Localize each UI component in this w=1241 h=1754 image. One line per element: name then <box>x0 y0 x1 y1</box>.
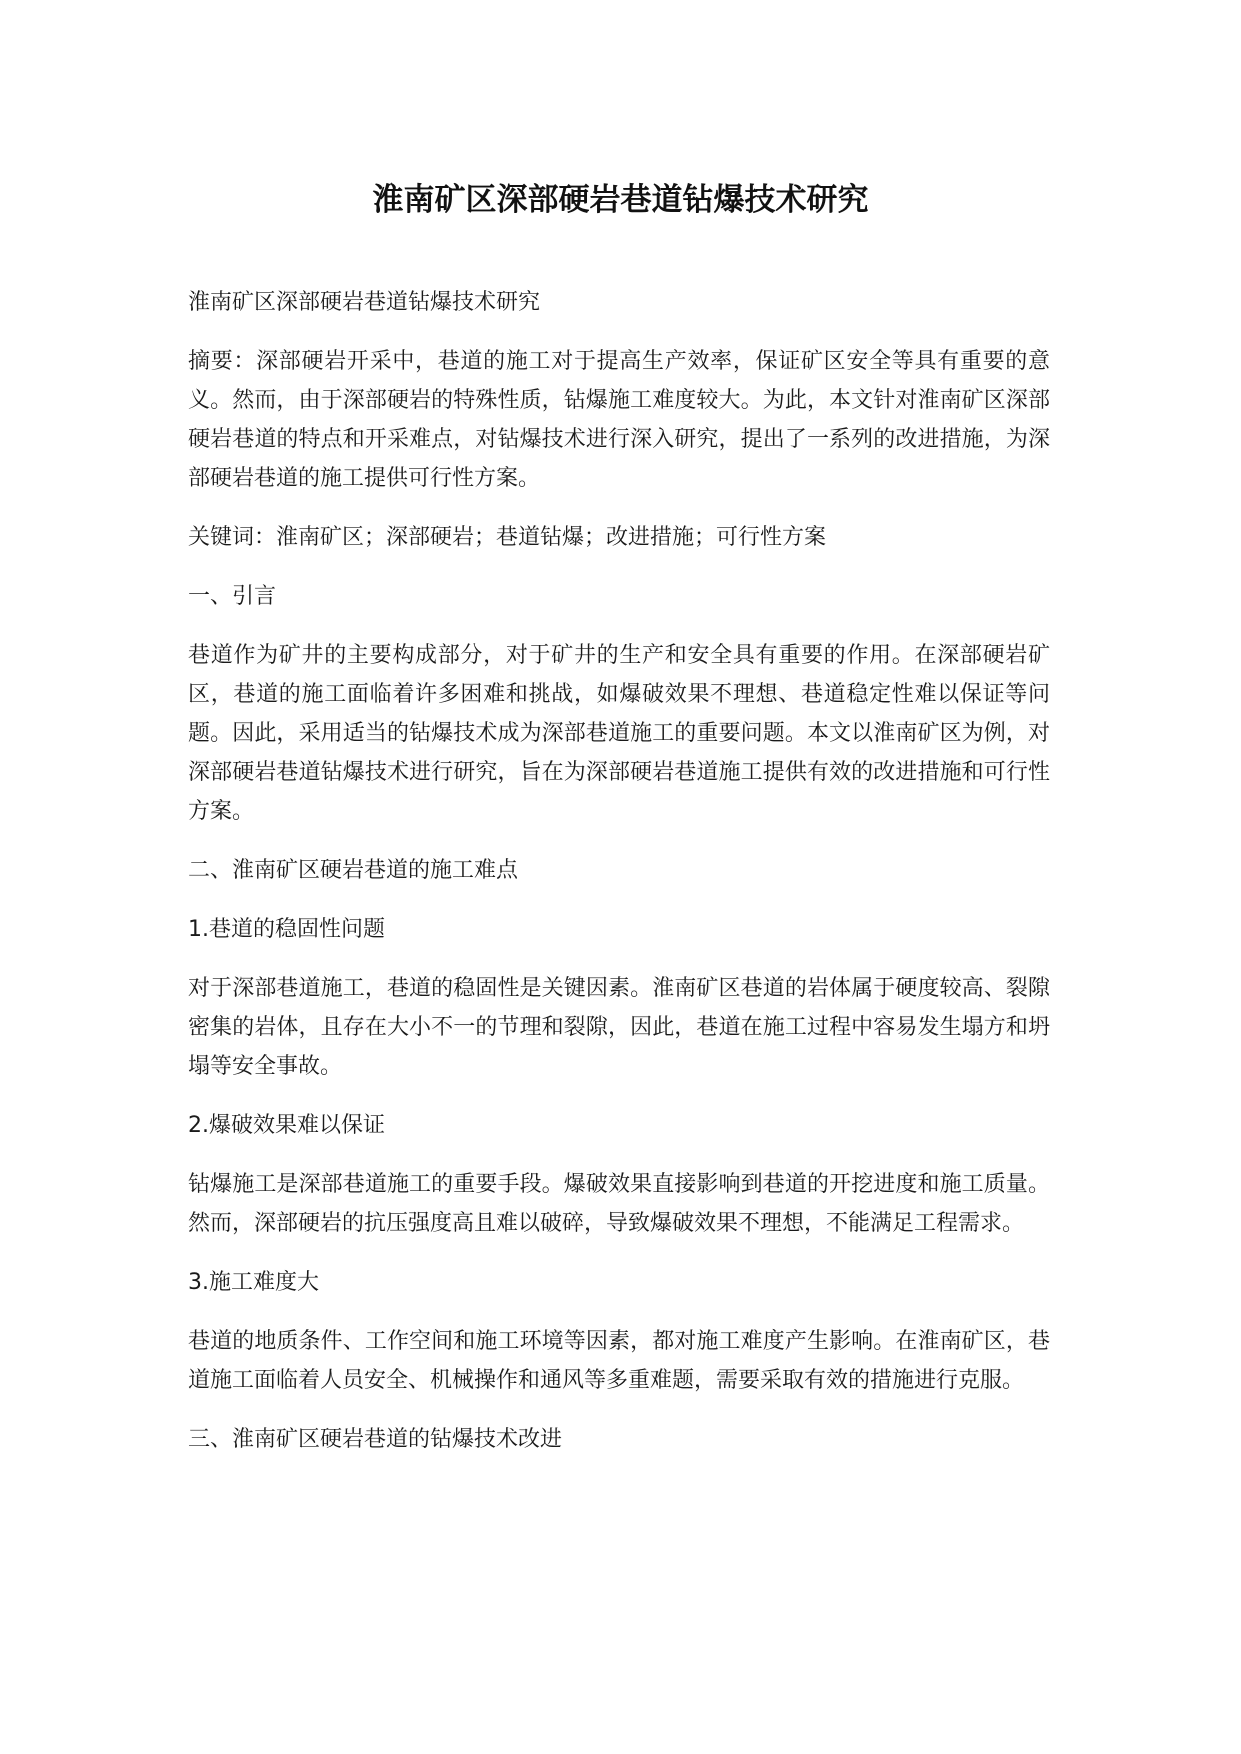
section-heading-improvements: 三、淮南矿区硬岩巷道的钻爆技术改进 <box>188 1427 563 1452</box>
construction-difficulty-paragraph: 巷道的地质条件、工作空间和施工环境等因素，都对施工难度产生影响。在淮南矿区，巷道施工面临着人员安全、机械操作和通风等多重难题，需要采取有效的措施进行克服。 <box>188 1329 1050 1393</box>
section-heading-introduction: 一、引言 <box>188 584 277 609</box>
introduction-paragraph: 巷道作为矿井的主要构成部分，对于矿井的生产和安全具有重要的作用。在深部硬岩矿区，巷道的施工面临着许多困难和挑战，如爆破效果不理想、巷道稳定性难以保证等问题。因此，采用适当的钻爆技术成为深部巷道施工的重要问题。本文以淮南矿区为例，对深部硬岩巷道钻爆技术进行研究，旨在为深部硬岩巷道施工提供有效的改进措施和可行性方案。 <box>188 643 1050 824</box>
abstract-paragraph: 摘要：深部硬岩开采中，巷道的施工对于提高生产效率，保证矿区安全等具有重要的意义。然而，由于深部硬岩的特殊性质，钻爆施工难度较大。为此，本文针对淮南矿区深部硬岩巷道的特点和开采难点，对钻爆技术进行深入研究，提出了一系列的改进措施，为深部硬岩巷道的施工提供可行性方案。 <box>188 349 1050 491</box>
document-body <box>188 283 1050 1479</box>
stability-paragraph: 对于深部巷道施工，巷道的稳固性是关键因素。淮南矿区巷道的岩体属于硬度较高、裂隙密集的岩体，且存在大小不一的节理和裂隙，因此，巷道在施工过程中容易发生塌方和坍塌等安全事故。 <box>188 976 1050 1079</box>
section-heading-difficulties: 二、淮南矿区硬岩巷道的施工难点 <box>188 858 519 883</box>
subheading-construction-difficulty: 3.施工难度大 <box>188 1270 319 1295</box>
document-title: 淮南矿区深部硬岩巷道钻爆技术研究 <box>372 182 869 218</box>
subheading-blasting-effect: 2.爆破效果难以保证 <box>188 1113 385 1138</box>
keywords-paragraph: 关键词：淮南矿区；深部硬岩；巷道钻爆；改进措施；可行性方案 <box>188 525 827 550</box>
subtitle-paragraph: 淮南矿区深部硬岩巷道钻爆技术研究 <box>188 290 541 315</box>
subheading-stability: 1.巷道的稳固性问题 <box>188 917 385 942</box>
blasting-effect-paragraph: 钻爆施工是深部巷道施工的重要手段。爆破效果直接影响到巷道的开挖进度和施工质量。然而，深部硬岩的抗压强度高且难以破碎，导致爆破效果不理想，不能满足工程需求。 <box>188 1172 1050 1236</box>
